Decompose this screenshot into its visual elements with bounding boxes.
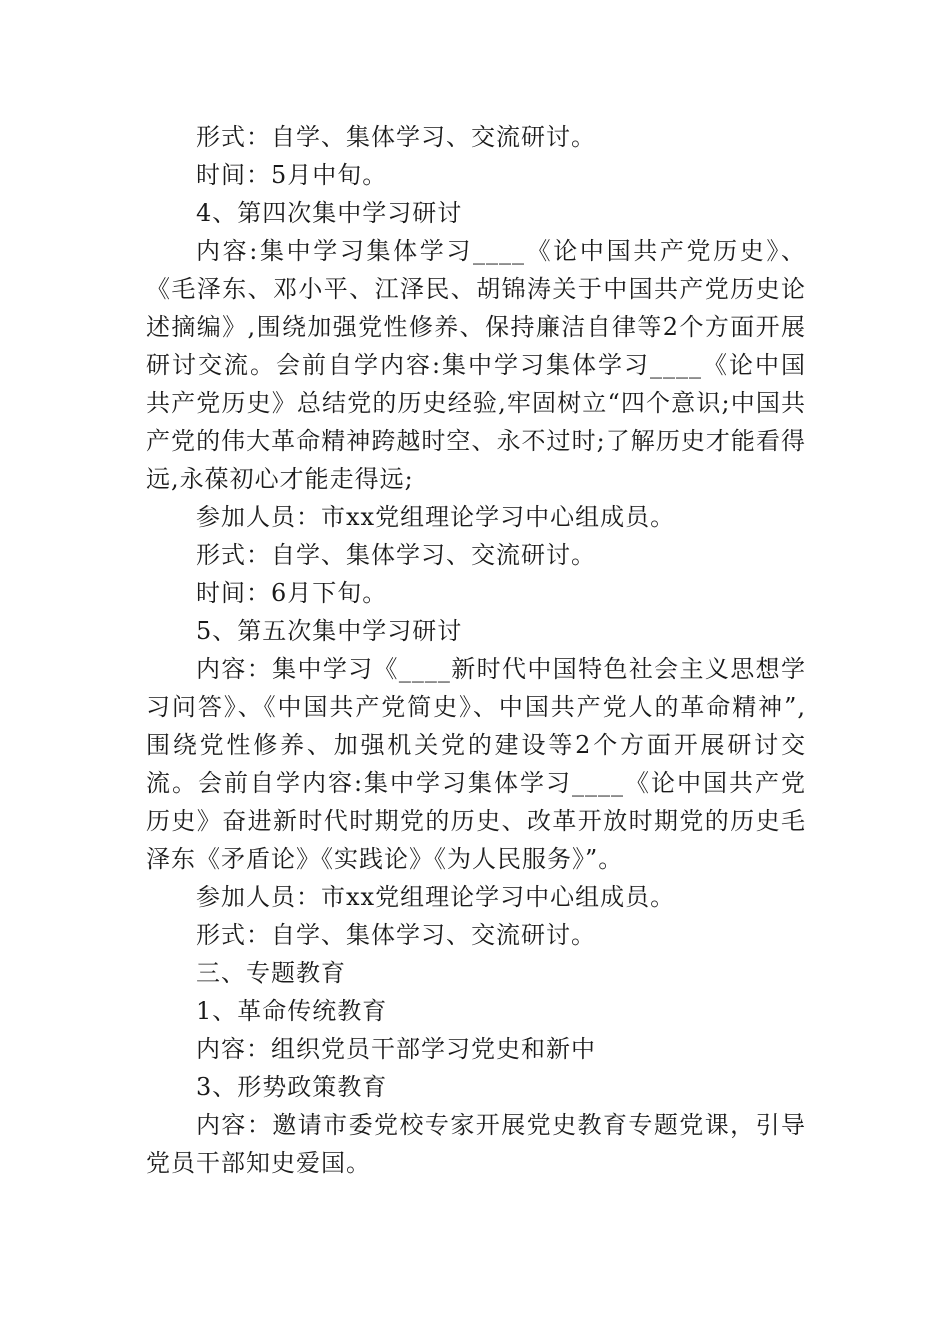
section-heading-4: 4、第四次集中学习研讨 [196,199,463,227]
section-heading-5: 5、第五次集中学习研讨 [196,617,463,645]
paragraph-content-4: 内容:集中学习集体学习____《论中国共产党历史》、《毛泽东、邓小平、江泽民、胡锦涛关于中国共产党历史论述摘编》,围绕加强党性修养、保持廉洁自律等2个方面开展研讨交流。会前自学内容:集中学习集体学习____《论中国共产党历史》总结党的历史经验,牢固树立“四个意识;中国共产党的伟大革命精神跨越时空、永不过时;了解历史才能看得远,永葆初心才能走得远; [146,237,806,493]
paragraph-format-5: 形式：自学、集体学习、交流研讨。 [196,921,596,949]
paragraph-content-policy: 内容：邀请市委党校专家开展党史教育专题党课，引导党员干部知史爱国。 [146,1111,806,1177]
paragraph-time-4: 时间：6月下旬。 [196,579,388,607]
paragraph-format-4: 形式：自学、集体学习、交流研讨。 [196,541,596,569]
document-body [146,118,806,1182]
paragraph-content-revolution: 内容：组织党员干部学习党史和新中 [196,1035,596,1063]
paragraph-time-1: 时间：5月中旬。 [196,161,388,189]
paragraph-participants-5: 参加人员：市xx党组理论学习中心组成员。 [196,883,676,911]
chapter-heading-3: 三、专题教育 [196,959,346,987]
paragraph-format-1: 形式：自学、集体学习、交流研讨。 [196,123,596,151]
subheading-revolution-tradition: 1、革命传统教育 [196,997,388,1025]
paragraph-participants-4: 参加人员：市xx党组理论学习中心组成员。 [196,503,676,531]
paragraph-content-5: 内容：集中学习《____新时代中国特色社会主义思想学习问答》、《中国共产党简史》、中国共产党人的革命精神”,围绕党性修养、加强机关党的建设等2个方面开展研讨交流。会前自学内容:集中学习集体学习____《论中国共产党历史》奋进新时代时期党的历史、改革开放时期党的历史毛泽东《矛盾论》《实践论》《为人民服务》”。 [146,655,806,873]
subheading-policy-education: 3、形势政策教育 [196,1073,388,1101]
